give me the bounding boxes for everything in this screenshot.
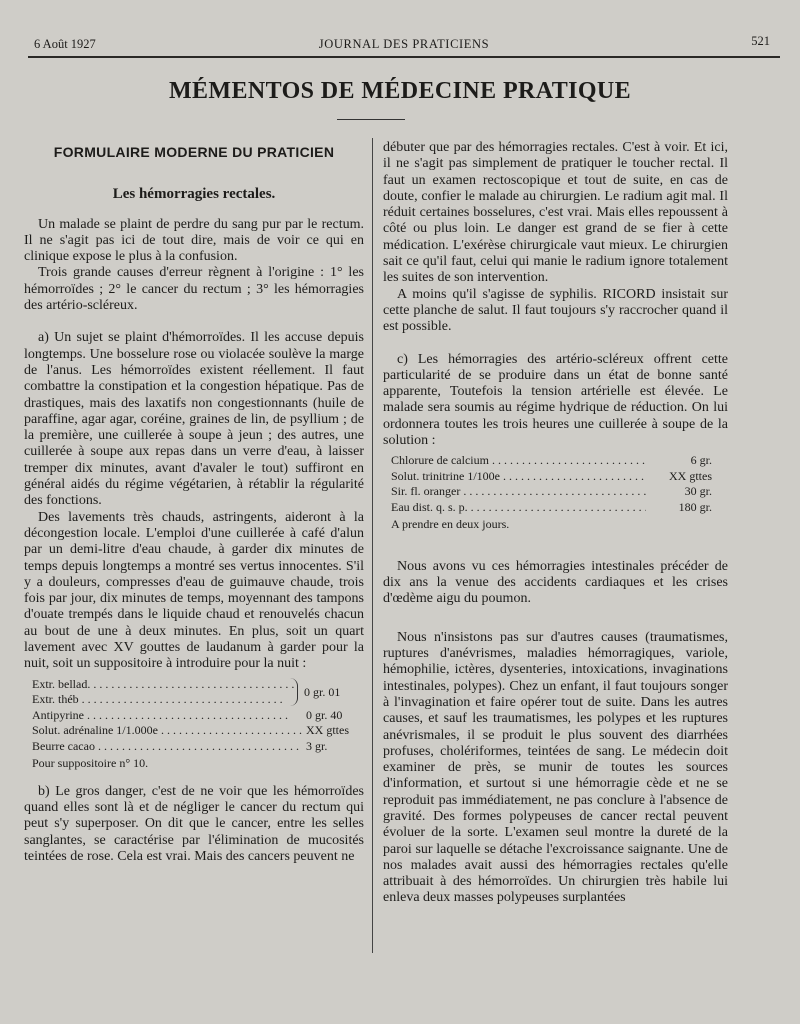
prescription-dose: XX gttes — [306, 723, 349, 738]
prescription-suppository — [32, 677, 364, 772]
prescription-dose: 180 gr. — [678, 499, 712, 514]
prescription-dose: XX gttes — [669, 468, 712, 483]
journal-name: JOURNAL DES PRATICIENS — [318, 37, 490, 51]
prescription-dose: 6 gr. — [690, 453, 712, 468]
prescription-item: Antipyrine . . . — [32, 708, 302, 724]
prescription-item: Solut. adrénaline 1/1.000e . . . — [32, 723, 302, 739]
left-column — [24, 140, 364, 865]
section-title: FORMULAIRE MODERNE DU PRATICIEN — [53, 144, 335, 160]
paragraph: Trois grande causes d'erreur règnent à l'origine : 1° les hémorroïdes ; 2° le cancer du rectum ; 3° les hémorragies des artério-scléreux. — [24, 265, 364, 314]
prescription-item: Sir. fl. oranger . . . — [391, 484, 646, 500]
prescription-solution — [391, 453, 728, 533]
right-column — [383, 140, 728, 907]
prescription-dose: 0 gr. 01 — [304, 684, 341, 699]
prescription-row — [391, 484, 728, 500]
title-divider — [337, 119, 405, 120]
paragraph: Des lavements très chauds, astringents, aideront à la décongestion locale. L'emploi d'une cuillerée à café d'alun par un demi-litre d'eau chaude, à garder dix minutes de temps depuis longtemps a montré ses vertus innocentes. S'il y a douleurs, compresses d'eau de guimauve chaude, trois fois par jour, dix minutes de temps, moyennant des tampons d'ouate trempés dans le liquide chaud et renouvelés chacun au bout de une à deux minutes. En plus, soit un quart lavement avec XV gouttes de laudanum à garder pour la nuit, soit un suppositoire à introduire pour la nuit : — [24, 509, 364, 672]
prescription-item: Eau dist. q. s. p. . . . — [391, 500, 646, 516]
paragraph: a) Un sujet se plaint d'hémorroïdes. Il les accuse depuis longtemps. Une bosselure rose ou violacée soulève la marge de l'anus. Les hémorroïdes existent réellement. Il faut combattre la constipation et la congestion hépatique. Pas de drastiques, mais des laxatifs non congestionnants (huile de paraffine, agar agar, coréine, graines de lin, de psyllium ; de la première, une cuillerée à soupe à jeun ; des autres, une cuillerée à soupe aux repas dans un verre d'eau, à laisser tremper dix minutes, avant d'avaler le tout) suffiront en général aidés du régime végétarien, à rétablir la régularité des fonctions. — [24, 330, 364, 509]
prescription-item: Beurre cacao . . . — [32, 739, 302, 755]
article-title: Les hémorragies rectales. — [112, 186, 276, 203]
paragraph: Nous avons vu ces hémorragies intestinales précéder de dix ans la venue des accidents cardiaques et les crises d'œdème aigu du poumon. — [383, 558, 728, 607]
paragraph: b) Le gros danger, c'est de ne voir que les hémorroïdes quand elles sont là et de négliger le cancer du rectum qui peut s'y superposer. On dit que le cancer, entre les selles sanglantes, se caractérise par l'élimination de mucosités teintées de rose. Cela est vrai. Mais des cancers peuvent ne — [24, 783, 364, 864]
issue-date: 6 Août 1927 — [34, 37, 96, 51]
prescription-item: Extr. bellad. . . . — [32, 677, 294, 693]
prescription-note: A prendre en deux jours. — [391, 517, 510, 532]
paragraph: Nous n'insistons pas sur d'autres causes (traumatismes, ruptures d'anévrismes, maladies hémorragiques, variole, hémophilie, ictères, dysenteries, intoxications, invaginations intestinales, polypes). Chez un enfant, il faut toujours songer à l'invagination et faire opérer tout de suite. Dans les autres causes, et sauf les traumatismes, les polypes et les ruptures anévrismales, il se produit le plus souvent des diarrhées profuses, cholériformes, teintées de sang. Le médecin doit examiner de près, se munir de toutes les sources d'information, et surtout si une hémorragie cède et ne se reproduit pas immédiatement, ne pas conclure à l'absence de gravité. Des formes polypeuses de cancer rectal peuvent évoluer de la sorte. L'examen seul montre la dureté de la paroi sur laquelle se détache l'excroissance saignante. Une de nos malades avait aussi des hémorragies rectales qu'elle attribuait à des hémorroïdes. Un chirurgien très habile lui enleva deux masses polypeuses surplantées — [383, 629, 728, 906]
prescription-item: Extr. théb . . . — [32, 692, 294, 708]
prescription-item: Solut. trinitrine 1/100e . . . — [391, 469, 646, 485]
column-divider — [372, 138, 373, 953]
prescription-row — [32, 708, 364, 724]
prescription-row — [391, 469, 728, 485]
prescription-row — [32, 723, 364, 739]
prescription-dose: 0 gr. 40 — [306, 707, 343, 722]
paragraph: A moins qu'il s'agisse de syphilis. RICORD insistait sur cette planche de salut. Il faut toujours s'y raccrocher quand il est possible. — [383, 286, 728, 335]
paragraph: Un malade se plaint de perdre du sang pur par le rectum. Il ne s'agit pas ici de tout dire, mais de voir ce qui en clinique expose le plus à la confusion. — [24, 216, 364, 265]
running-header — [28, 34, 780, 58]
prescription-dose: 30 gr. — [684, 484, 712, 499]
prescription-item: Chlorure de calcium . . . — [391, 453, 646, 469]
paragraph: c) Les hémorragies des artério-scléreux offrent cette particularité de se produire dans un état de bonne santé apparente, Toutefois la tension artérielle est élevée. Le malade sera soumis au régime hydrique de réduction. On lui ordonnera toutes les trois heures une cuillerée à soupe de la solution : — [383, 351, 728, 449]
prescription-note: Pour suppositoire n° 10. — [32, 756, 149, 771]
paragraph: débuter que par des hémorragies rectales. C'est à voir. Et ici, il ne s'agit pas simplement de pratiquer le toucher rectal. Il faut un examen rectoscopique et tout de suite, en cas de doute, confier le malade au chirurgien. Le radium agit mal. Il réduit certaines bosselures, c'est vrai. Mais elles repoussent à côté ou plus loin. Le danger est grand de se fier à cette médication. L'exérèse chirurgicale vaut mieux. Le chirurgien sait ce qu'il faut, celui qui manie le radium ignore totalement les suites de son intervention. — [383, 140, 728, 286]
brace-mark — [290, 678, 298, 706]
prescription-brace-group — [32, 677, 364, 708]
prescription-row — [391, 500, 728, 516]
prescription-row — [32, 739, 364, 755]
prescription-row — [391, 453, 728, 469]
page-title: MÉMENTOS DE MÉDECINE PRATIQUE — [168, 78, 632, 104]
prescription-dose: 3 gr. — [306, 738, 328, 753]
page-number: 521 — [751, 34, 770, 48]
